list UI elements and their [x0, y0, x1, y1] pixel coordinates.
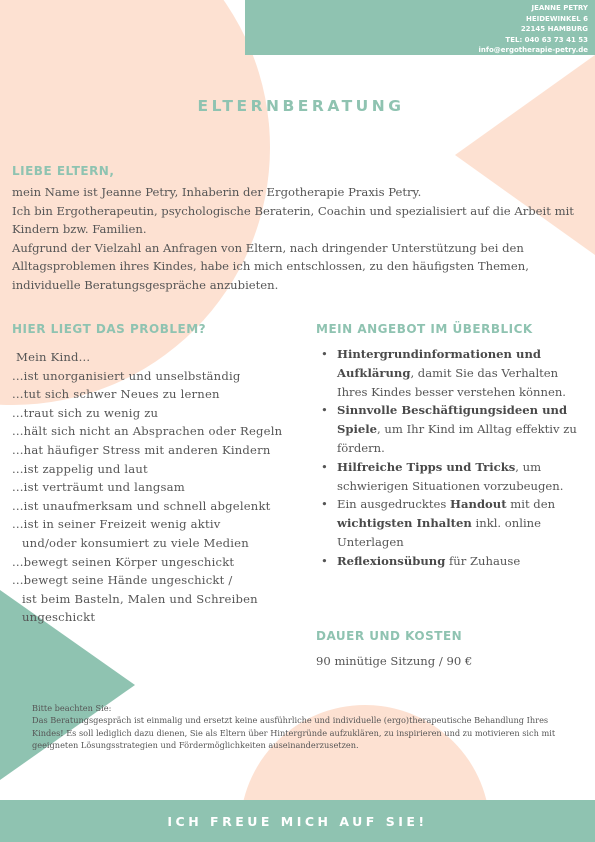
list-item: ...traut sich zu wenig zu [12, 405, 159, 420]
offer-text: , um schwierigen Situationen vorzubeugen. [337, 459, 564, 493]
list-item: ist beim Basteln, Malen und Schreiben [22, 591, 258, 606]
footer-text: ICH FREUE MICH AUF SIE! [167, 813, 428, 829]
offer-text: , damit Sie das Verhalten Ihres Kindes besser verstehen können. [337, 365, 566, 399]
problem-section [12, 322, 302, 627]
list-item: ...bewegt seinen Körper ungeschickt [12, 554, 235, 569]
list-item: ...ist unaufmerksam und schnell abgelenkt [12, 498, 271, 513]
bullet-icon: • [321, 497, 328, 512]
list-item: ...hat häufiger Stress mit anderen Kindern [12, 442, 271, 457]
list-item [316, 401, 588, 457]
list-item [316, 345, 588, 401]
offer-text: , um Ihr Kind im Alltag effektiv zu fördern. [337, 422, 577, 455]
list-item: ungeschickt [22, 610, 96, 625]
offer-text: für Zuhause [445, 553, 521, 568]
intro-line: Aufgrund der Vielzahl an Anfragen von Eltern, nach dringender Unterstützung bei den Alltagsproblemen ihres Kindes, habe ich mich entschlossen, zu den häufigsten Themen, individuelle Beratungsgespräche anzubieten. [12, 240, 529, 292]
page-title: ELTERNBERATUNG [197, 97, 405, 115]
contact-name: JEANNE PETRY [531, 4, 588, 12]
note-label: Bitte beachten Sie: [32, 703, 112, 713]
offer-section [316, 322, 588, 571]
intro-line: mein Name ist Jeanne Petry, Inhaberin der Ergotherapie Praxis Petry. [12, 185, 422, 199]
offer-list [316, 345, 588, 571]
offer-text: inkl. online Unterlagen [337, 516, 541, 549]
contact-block [479, 3, 588, 56]
bullet-icon: • [321, 403, 328, 418]
contact-city: 22145 HAMBURG [520, 25, 588, 33]
intro-line: Ich bin Ergotherapeutin, psychologische Beraterin, Coachin und spezialisiert auf die Arbeit mit Kindern bzw. Familien. [12, 203, 574, 237]
list-item: ...ist verträumt und langsam [12, 480, 185, 495]
contact-phone: TEL: 040 63 73 41 53 [505, 35, 588, 44]
duration-heading: DAUER UND KOSTEN [316, 629, 463, 643]
intro-text [12, 183, 587, 295]
list-item: ...hält sich nicht an Absprachen oder Regeln [12, 424, 283, 439]
bullet-icon: • [321, 347, 328, 361]
problem-list [12, 348, 302, 627]
list-item: und/oder konsumiert zu viele Medien [22, 535, 249, 550]
list-item: ...ist in seiner Freizeit wenig aktiv [12, 517, 221, 532]
list-item [316, 552, 588, 571]
disclaimer-note [32, 702, 562, 752]
offer-text: Ein ausgedrucktes [337, 497, 451, 512]
note-text: Das Beratungsgespräch ist einmalig und ersetzt keine ausführliche und individuelle (ergo)therapeutische Behandlung Ihres Kindes! Es soll lediglich dazu dienen, Sie als Eltern über Hintergründe aufzuklären, zu inspirieren und zu motivieren sich mit geeigneten Lösungsstrategien und Fördermöglichkeiten auseinanderzusetzen. [32, 715, 556, 751]
duration-text: 90 minütige Sitzung / 90 € [316, 654, 473, 668]
offer-bold: Hilfreiche Tipps und Tricks [337, 459, 516, 474]
offer-bold: Handout [450, 497, 507, 512]
list-item [316, 495, 588, 551]
list-item: ...bewegt seine Hände ungeschickt / [12, 573, 233, 588]
list-item: ...ist zappelig und laut [12, 461, 148, 476]
bullet-icon: • [321, 459, 328, 474]
problem-heading: HIER LIEGT DAS PROBLEM? [12, 322, 207, 336]
list-item [316, 458, 588, 496]
offer-bold: Sinnvolle Beschäftigungsideen und Spiele [337, 403, 568, 437]
offer-heading: MEIN ANGEBOT IM ÜBERBLICK [316, 322, 533, 336]
offer-bold: Hintergrundinformationen und Aufklärung [337, 347, 541, 380]
offer-text: mit den [506, 497, 556, 512]
list-item: ...tut sich schwer Neues zu lernen [12, 387, 220, 402]
bullet-icon: • [321, 553, 328, 568]
contact-email[interactable]: info@ergotherapie-petry.de [478, 46, 588, 54]
list-item: ...ist unorganisiert und unselbständig [12, 368, 241, 383]
greeting-heading: LIEBE ELTERN, [12, 164, 115, 178]
contact-street: HEIDEWINKEL 6 [526, 14, 588, 23]
offer-bold: Reflexionsübung [337, 553, 446, 568]
problem-lead: Mein Kind... [16, 350, 91, 364]
offer-bold: wichtigsten Inhalten [337, 516, 472, 531]
footer-banner [0, 800, 595, 842]
